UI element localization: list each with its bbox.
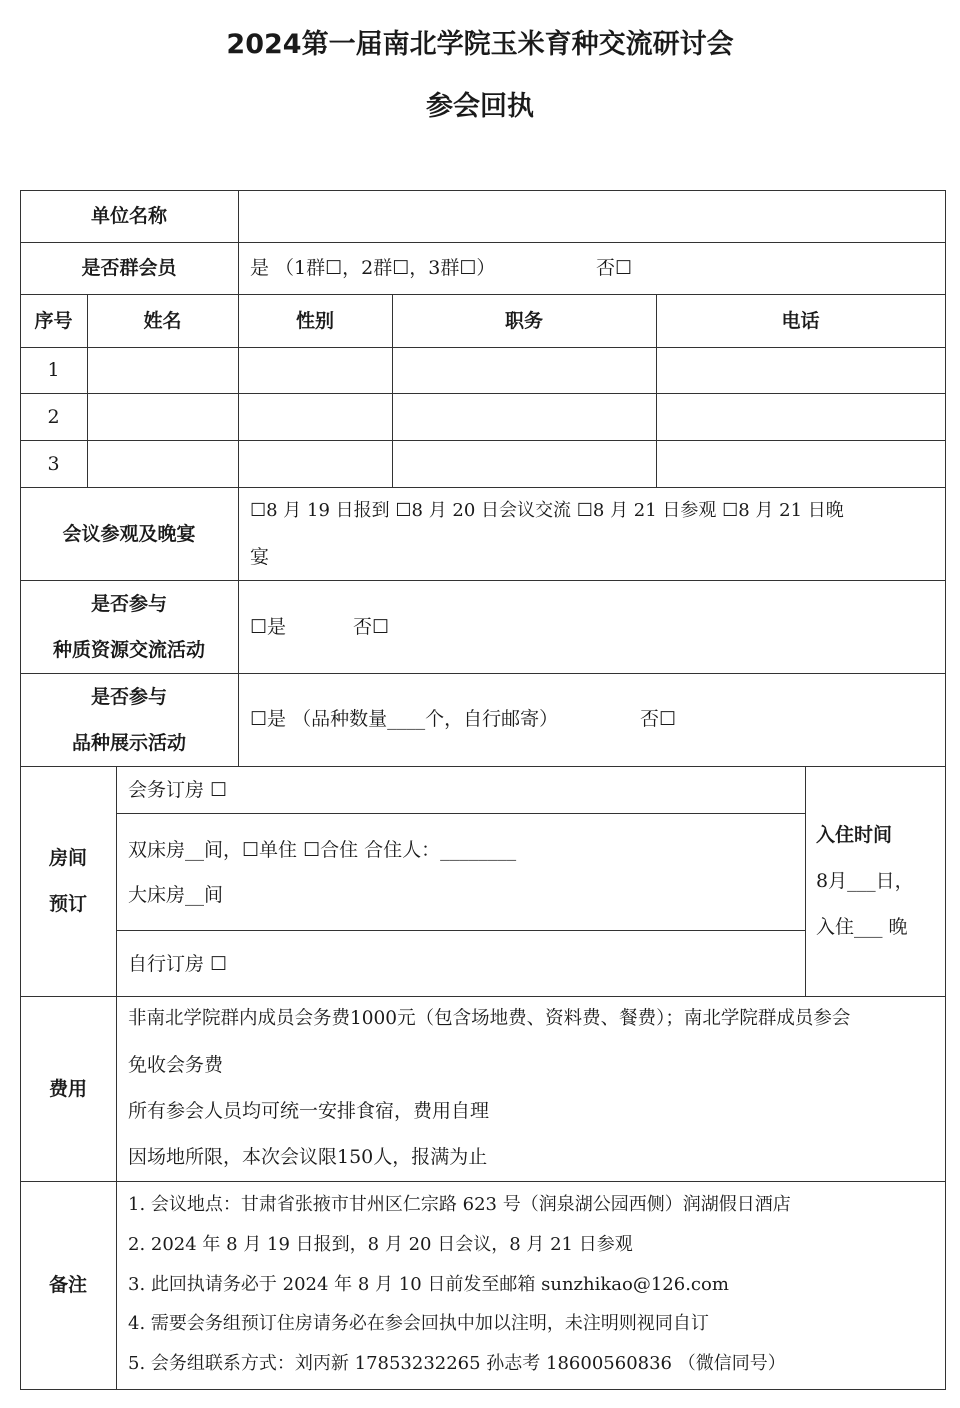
king-room-option[interactable]: 大床房__间 xyxy=(128,884,224,906)
checkin-title: 入住时间 xyxy=(816,824,893,846)
room-divider xyxy=(116,930,805,931)
germplasm-label-1: 是否参与 xyxy=(90,593,167,615)
row-divider xyxy=(20,347,946,348)
checkin-date[interactable]: 8月___日， xyxy=(816,870,914,892)
meeting-options[interactable]: ☐8 月 19 日报到 ☐8 月 20 日会议交流 ☐8 月 21 日参观 ☐8 月 21 日晚 xyxy=(250,500,844,521)
meeting-label: 会议参观及晚宴 xyxy=(62,522,196,545)
fee-label: 费用 xyxy=(48,1077,87,1100)
germplasm-yes[interactable]: ☐是 xyxy=(250,616,287,638)
note-item: 4. 需要会务组预订住房请务必在参会回执中加以注明，未注明则视同自订 xyxy=(128,1313,709,1334)
row-divider xyxy=(20,393,946,394)
page-subtitle: 参会回执 xyxy=(426,91,534,122)
row-divider xyxy=(20,996,946,997)
note-item: 1. 会议地点：甘肃省张掖市甘州区仁宗路 623 号（润泉湖公园西侧）润湖假日酒店 xyxy=(128,1194,791,1215)
notes-label: 备注 xyxy=(48,1274,87,1296)
fee-line: 因场地所限，本次会议限150人，报满为止 xyxy=(128,1146,488,1168)
fee-line: 非南北学院群内成员会务费1000元（包含场地费、资料费、餐费）；南北学院群成员参会 xyxy=(128,1008,851,1029)
page-title: 2024第一届南北学院玉米育种交流研讨会 xyxy=(226,29,734,60)
meeting-options-cont: 宴 xyxy=(250,546,270,568)
header-no: 序号 xyxy=(34,309,73,332)
variety-label-1: 是否参与 xyxy=(90,686,167,708)
room-label-1: 房间 xyxy=(48,847,87,869)
header-gender: 性别 xyxy=(295,309,334,332)
unit-label: 单位名称 xyxy=(90,205,167,227)
row-divider xyxy=(20,1181,946,1182)
note-item: 3. 此回执请务必于 2024 年 8 月 10 日前发至邮箱 sunzhikao@126.com xyxy=(128,1274,729,1295)
germplasm-no[interactable]: 否☐ xyxy=(353,616,390,638)
header-position: 职务 xyxy=(504,309,543,332)
fee-line: 免收会务费 xyxy=(128,1054,224,1076)
checkin-nights[interactable]: 入住___ 晚 xyxy=(816,916,908,938)
row-divider xyxy=(20,673,946,674)
col-divider xyxy=(238,487,239,766)
room-divider xyxy=(116,813,805,814)
row-divider xyxy=(20,580,946,581)
note-item: 5. 会务组联系方式：刘丙新 17853232265 孙志考 18600560836 （微信同号） xyxy=(128,1353,786,1374)
variety-label-2: 品种展示活动 xyxy=(71,732,186,754)
row-divider xyxy=(20,440,946,441)
row-no-3: 3 xyxy=(47,452,60,475)
variety-yes[interactable]: ☐是 （品种数量____个，自行邮寄） xyxy=(250,708,559,730)
row-divider xyxy=(20,766,946,767)
twin-room-option[interactable]: 双床房__间，☐单住 ☐合住 合住人：________ xyxy=(128,839,517,861)
note-item: 2. 2024 年 8 月 19 日报到，8 月 20 日会议，8 月 21 日参观 xyxy=(128,1234,633,1255)
col-divider xyxy=(805,766,806,996)
header-phone: 电话 xyxy=(781,309,820,332)
self-booking-option[interactable]: 自行订房 ☐ xyxy=(128,953,228,975)
table-border-right xyxy=(945,190,946,1390)
header-name: 姓名 xyxy=(143,309,182,332)
row-no-2: 2 xyxy=(47,405,60,428)
germplasm-label-2: 种质资源交流活动 xyxy=(52,639,205,661)
member-no[interactable]: 否☐ xyxy=(596,257,633,279)
member-label: 是否群会员 xyxy=(81,257,177,279)
col-divider xyxy=(116,766,117,1389)
room-label-2: 预订 xyxy=(48,893,87,915)
conference-booking-option[interactable]: 会务订房 ☐ xyxy=(128,779,228,801)
table-border-bottom xyxy=(20,1389,946,1390)
fee-line: 所有参会人员均可统一安排食宿，费用自理 xyxy=(128,1100,490,1122)
member-yes[interactable]: 是 （1群☐，2群☐，3群☐） xyxy=(250,257,496,279)
variety-no[interactable]: 否☐ xyxy=(640,708,677,730)
row-no-1: 1 xyxy=(47,359,60,381)
